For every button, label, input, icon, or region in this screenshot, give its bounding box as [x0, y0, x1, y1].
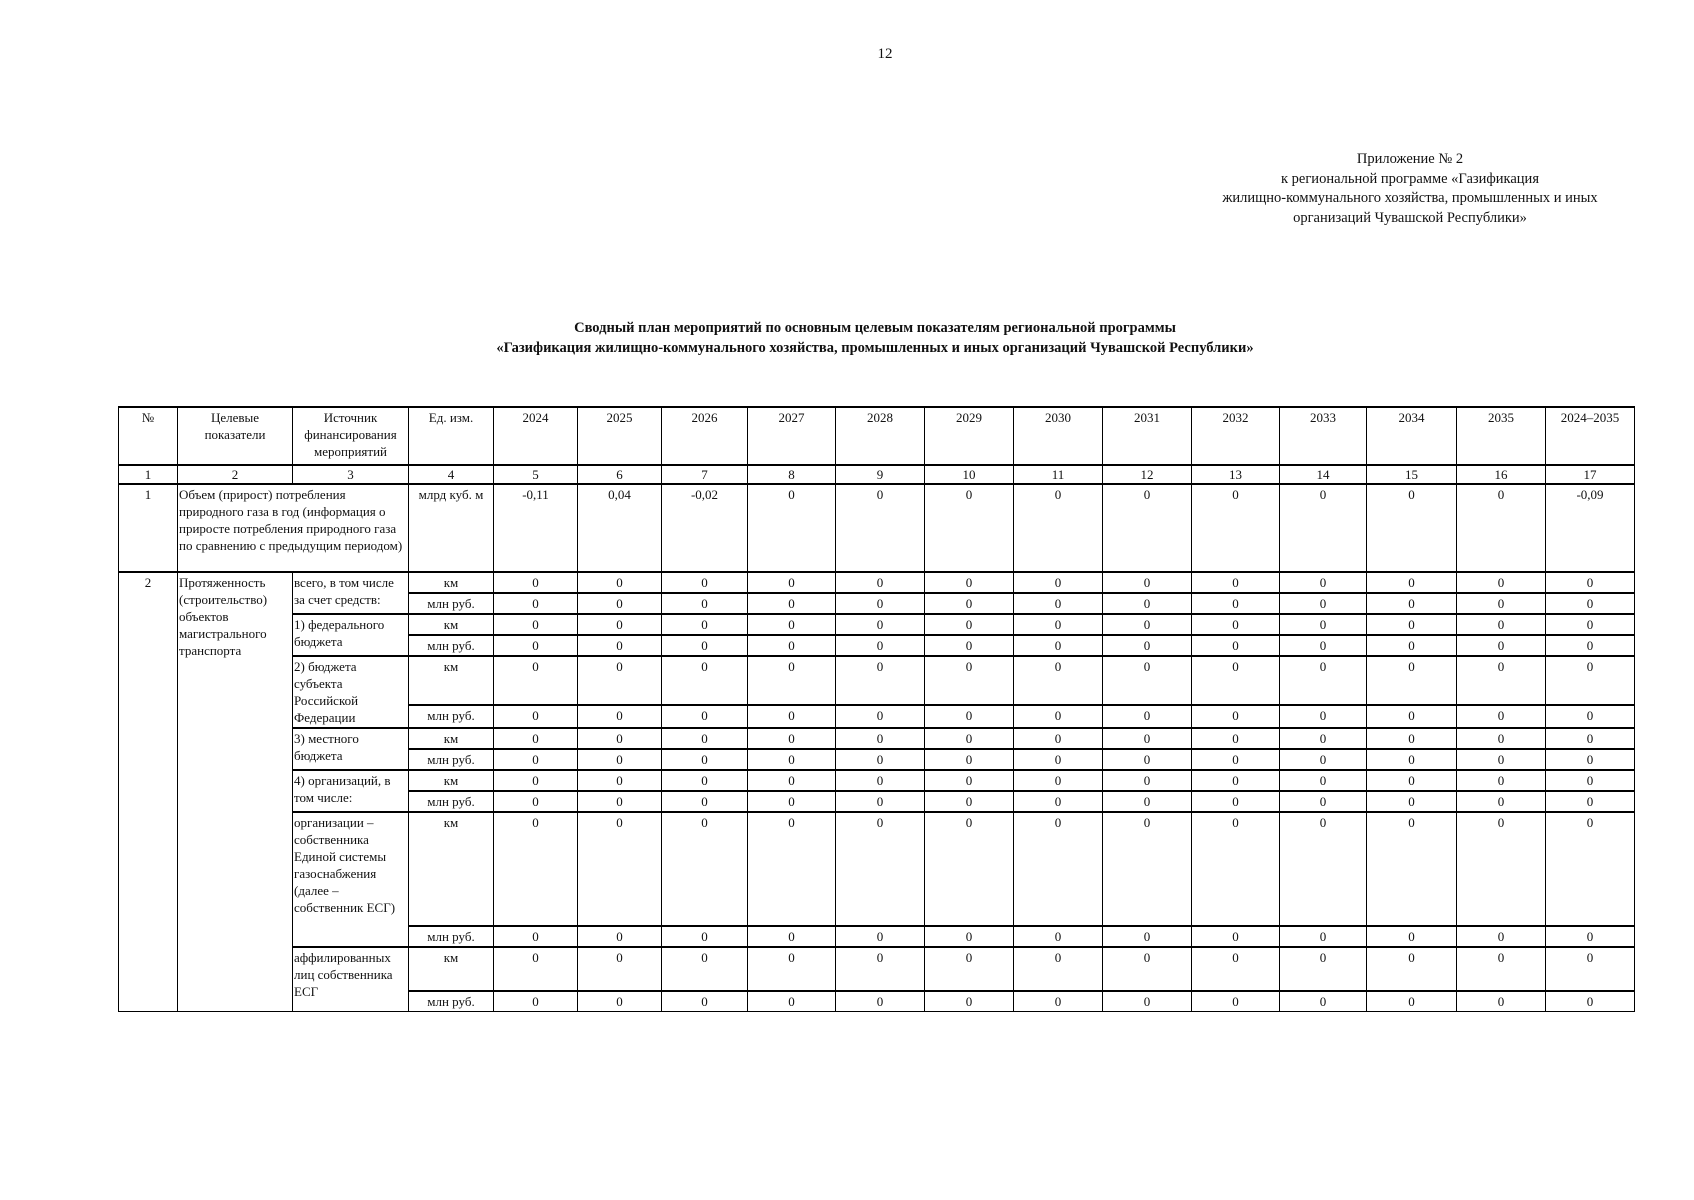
value-cell: 0 [1367, 812, 1457, 926]
value-cell: 0 [1192, 656, 1280, 705]
value-cell: 0 [1014, 812, 1103, 926]
value-cell: 0 [1367, 484, 1457, 572]
value-cell: 0 [1546, 614, 1635, 635]
header-cell: 2026 [662, 407, 748, 465]
column-number-cell: 2 [178, 465, 293, 484]
value-cell: 0 [925, 926, 1014, 947]
value-cell: 0 [748, 614, 836, 635]
value-cell: 0 [662, 770, 748, 791]
value-cell: 0 [662, 614, 748, 635]
unit-cell: км [409, 812, 494, 926]
header-cell: 2029 [925, 407, 1014, 465]
value-cell: 0 [578, 791, 662, 812]
value-cell: 0 [1014, 635, 1103, 656]
value-cell: 0 [1546, 791, 1635, 812]
unit-cell: млн руб. [409, 593, 494, 614]
value-cell: 0 [1014, 614, 1103, 635]
column-number-cell: 14 [1280, 465, 1367, 484]
value-cell: 0 [1103, 728, 1192, 749]
value-cell: 0 [1280, 635, 1367, 656]
value-cell: 0 [1014, 947, 1103, 991]
value-cell: 0 [494, 572, 578, 593]
value-cell: 0 [1014, 926, 1103, 947]
value-cell: 0 [748, 705, 836, 728]
value-cell: 0 [748, 791, 836, 812]
funding-source-cell: аффилированных лиц собственника ЕСГ [293, 947, 409, 1012]
value-cell: 0 [1367, 656, 1457, 705]
value-cell: 0 [494, 812, 578, 926]
value-cell: 0 [578, 572, 662, 593]
value-cell: 0 [836, 705, 925, 728]
value-cell: 0 [1457, 484, 1546, 572]
value-cell: 0 [748, 635, 836, 656]
unit-cell: км [409, 728, 494, 749]
header-cell: Ед. изм. [409, 407, 494, 465]
value-cell: 0 [578, 770, 662, 791]
unit-cell: млн руб. [409, 635, 494, 656]
value-cell: 0 [1014, 991, 1103, 1012]
value-cell: 0 [494, 770, 578, 791]
value-cell: 0 [1457, 812, 1546, 926]
unit-cell: млрд куб. м [409, 484, 494, 572]
value-cell: 0 [1103, 635, 1192, 656]
funding-source-cell: 4) организаций, в том числе: [293, 770, 409, 812]
value-cell: 0 [1457, 749, 1546, 770]
value-cell: 0 [1103, 926, 1192, 947]
value-cell: 0 [925, 749, 1014, 770]
funding-source-cell: организации – собственника Единой системы газоснабжения (далее – собственник ЕСГ) [293, 812, 409, 947]
value-cell: 0 [578, 749, 662, 770]
value-cell: 0 [1014, 791, 1103, 812]
value-cell: 0 [1280, 926, 1367, 947]
value-cell: 0 [1014, 749, 1103, 770]
column-number-cell: 3 [293, 465, 409, 484]
value-cell: 0 [748, 991, 836, 1012]
value-cell: 0 [1546, 991, 1635, 1012]
appendix-line: к региональной программе «Газификация [1281, 170, 1539, 187]
unit-cell: км [409, 614, 494, 635]
value-cell: 0 [925, 656, 1014, 705]
value-cell: 0 [836, 572, 925, 593]
unit-cell: млн руб. [409, 749, 494, 770]
appendix-line: организаций Чувашской Республики» [1293, 209, 1527, 226]
page-number: 12 [877, 46, 893, 62]
value-cell: 0 [1367, 926, 1457, 947]
value-cell: 0 [1192, 728, 1280, 749]
unit-cell: млн руб. [409, 991, 494, 1012]
value-cell: 0 [1014, 656, 1103, 705]
value-cell: 0 [1367, 572, 1457, 593]
value-cell: 0 [925, 614, 1014, 635]
header-cell: 2025 [578, 407, 662, 465]
value-cell: 0 [1192, 593, 1280, 614]
value-cell: 0 [1280, 749, 1367, 770]
value-cell: 0 [1280, 812, 1367, 926]
value-cell: 0 [836, 614, 925, 635]
value-cell: 0 [1367, 991, 1457, 1012]
value-cell: 0 [494, 791, 578, 812]
column-number-cell: 9 [836, 465, 925, 484]
column-number-cell: 8 [748, 465, 836, 484]
header-cell: 2024 [494, 407, 578, 465]
value-cell: 0 [1014, 572, 1103, 593]
value-cell: 0 [1457, 614, 1546, 635]
value-cell: 0 [1280, 593, 1367, 614]
value-cell: 0 [578, 593, 662, 614]
row-number: 2 [119, 572, 178, 1012]
unit-cell: км [409, 656, 494, 705]
value-cell: 0 [925, 572, 1014, 593]
value-cell: 0 [1192, 991, 1280, 1012]
value-cell: 0 [1457, 705, 1546, 728]
column-number-cell: 12 [1103, 465, 1192, 484]
value-cell: 0 [1367, 791, 1457, 812]
value-cell: 0 [1457, 593, 1546, 614]
value-cell: 0 [748, 770, 836, 791]
appendix-note [1200, 150, 1620, 228]
row-number: 1 [119, 484, 178, 572]
value-cell: 0 [494, 728, 578, 749]
value-cell: 0 [1367, 947, 1457, 991]
unit-cell: км [409, 947, 494, 991]
value-cell: 0 [494, 614, 578, 635]
value-cell: 0 [1280, 484, 1367, 572]
header-cell: 2027 [748, 407, 836, 465]
value-cell: 0 [1103, 947, 1192, 991]
value-cell: 0 [1103, 593, 1192, 614]
value-cell: 0 [748, 593, 836, 614]
value-cell: 0 [662, 926, 748, 947]
funding-source-cell: всего, в том числе за счет средств: [293, 572, 409, 614]
value-cell: 0 [925, 791, 1014, 812]
unit-cell: км [409, 770, 494, 791]
value-cell: 0 [1546, 635, 1635, 656]
value-cell: 0 [1546, 728, 1635, 749]
value-cell: 0 [1192, 749, 1280, 770]
value-cell: 0 [836, 635, 925, 656]
unit-cell: млн руб. [409, 791, 494, 812]
value-cell: 0 [494, 749, 578, 770]
funding-source-cell: 3) местного бюджета [293, 728, 409, 770]
value-cell: 0 [1103, 791, 1192, 812]
appendix-line: жилищно-коммунального хозяйства, промышленных и иных [1222, 190, 1598, 206]
table-row [119, 484, 1635, 572]
value-cell: 0 [662, 635, 748, 656]
value-cell: 0 [748, 926, 836, 947]
value-cell: 0 [578, 635, 662, 656]
value-cell: 0 [836, 593, 925, 614]
value-cell: 0 [1280, 656, 1367, 705]
value-cell: 0 [1192, 614, 1280, 635]
value-cell: 0 [662, 656, 748, 705]
value-cell: 0 [1367, 749, 1457, 770]
summary-plan-table [118, 406, 1635, 1012]
value-cell: 0 [748, 749, 836, 770]
header-cell: Источник финансирования мероприятий [293, 407, 409, 465]
value-cell: 0 [1280, 791, 1367, 812]
column-number-cell: 6 [578, 465, 662, 484]
value-cell: 0 [1192, 770, 1280, 791]
header-cell: 2030 [1014, 407, 1103, 465]
value-cell: 0 [1280, 728, 1367, 749]
unit-cell: млн руб. [409, 926, 494, 947]
value-cell: 0 [1103, 812, 1192, 926]
value-cell: 0 [1457, 572, 1546, 593]
value-cell: 0 [494, 593, 578, 614]
value-cell: 0 [1014, 593, 1103, 614]
value-cell: 0 [925, 991, 1014, 1012]
document-title [300, 318, 1450, 358]
value-cell: 0 [748, 656, 836, 705]
value-cell: 0 [1367, 614, 1457, 635]
value-cell: -0,11 [494, 484, 578, 572]
value-cell: 0 [1457, 926, 1546, 947]
header-cell: № [119, 407, 178, 465]
header-cell: 2024–2035 [1546, 407, 1635, 465]
table-row [119, 614, 1635, 635]
value-cell: 0 [925, 812, 1014, 926]
title-line: Сводный план мероприятий по основным целевым показателям региональной программы [574, 320, 1176, 336]
value-cell: 0 [1192, 791, 1280, 812]
value-cell: 0 [836, 749, 925, 770]
value-cell: 0 [1103, 705, 1192, 728]
value-cell: 0 [1457, 728, 1546, 749]
value-cell: 0 [494, 947, 578, 991]
value-cell: 0 [1192, 926, 1280, 947]
value-cell: 0 [578, 812, 662, 926]
value-cell: 0 [836, 484, 925, 572]
value-cell: 0 [578, 728, 662, 749]
value-cell: 0 [836, 812, 925, 926]
value-cell: 0 [1103, 656, 1192, 705]
table-body [119, 465, 1635, 1012]
value-cell: 0 [1192, 947, 1280, 991]
header-cell: 2028 [836, 407, 925, 465]
unit-cell: км [409, 572, 494, 593]
value-cell: 0 [836, 728, 925, 749]
value-cell: 0 [836, 947, 925, 991]
value-cell: -0,02 [662, 484, 748, 572]
unit-cell: млн руб. [409, 705, 494, 728]
table-row [119, 656, 1635, 705]
table-row [119, 947, 1635, 991]
value-cell: 0 [1014, 484, 1103, 572]
header-cell: 2034 [1367, 407, 1457, 465]
value-cell: 0 [836, 656, 925, 705]
column-number-cell: 16 [1457, 465, 1546, 484]
value-cell: 0 [578, 656, 662, 705]
value-cell: 0 [1457, 635, 1546, 656]
column-number-cell: 1 [119, 465, 178, 484]
value-cell: 0 [494, 926, 578, 947]
value-cell: 0 [494, 705, 578, 728]
column-number-cell: 5 [494, 465, 578, 484]
value-cell: 0 [1192, 812, 1280, 926]
value-cell: 0 [1457, 791, 1546, 812]
value-cell: 0 [578, 926, 662, 947]
value-cell: 0 [1457, 770, 1546, 791]
value-cell: 0 [748, 947, 836, 991]
value-cell: 0 [578, 991, 662, 1012]
header-row [119, 407, 1635, 465]
value-cell: 0 [578, 705, 662, 728]
value-cell: 0 [836, 770, 925, 791]
value-cell: 0 [1457, 656, 1546, 705]
value-cell: 0 [1192, 572, 1280, 593]
value-cell: 0 [1280, 991, 1367, 1012]
value-cell: 0 [1546, 593, 1635, 614]
value-cell: 0 [662, 728, 748, 749]
table-row [119, 812, 1635, 926]
value-cell: 0 [836, 991, 925, 1012]
value-cell: 0 [1367, 593, 1457, 614]
value-cell: 0 [1014, 770, 1103, 791]
column-number-cell: 13 [1192, 465, 1280, 484]
value-cell: 0 [662, 705, 748, 728]
value-cell: 0 [1280, 572, 1367, 593]
column-number-row [119, 465, 1635, 484]
value-cell: 0 [1280, 614, 1367, 635]
funding-source-cell: 2) бюджета субъекта Российской Федерации [293, 656, 409, 728]
value-cell: 0 [1546, 749, 1635, 770]
indicator-cell: Протяженность (строительство) объектов магистрального транспорта [178, 572, 293, 1012]
value-cell: 0 [1367, 728, 1457, 749]
value-cell: 0 [925, 705, 1014, 728]
value-cell: -0,09 [1546, 484, 1635, 572]
header-cell: Целевые показатели [178, 407, 293, 465]
value-cell: 0 [1103, 614, 1192, 635]
value-cell: 0 [1103, 572, 1192, 593]
value-cell: 0 [662, 947, 748, 991]
value-cell: 0 [1457, 947, 1546, 991]
column-number-cell: 4 [409, 465, 494, 484]
table-row [119, 572, 1635, 593]
appendix-line: Приложение № 2 [1356, 151, 1464, 167]
header-cell: 2035 [1457, 407, 1546, 465]
column-number-cell: 15 [1367, 465, 1457, 484]
value-cell: 0 [1192, 635, 1280, 656]
value-cell: 0 [1103, 991, 1192, 1012]
value-cell: 0 [925, 728, 1014, 749]
value-cell: 0 [662, 749, 748, 770]
value-cell: 0 [662, 991, 748, 1012]
value-cell: 0,04 [578, 484, 662, 572]
value-cell: 0 [925, 947, 1014, 991]
column-number-cell: 10 [925, 465, 1014, 484]
value-cell: 0 [925, 593, 1014, 614]
value-cell: 0 [662, 791, 748, 812]
value-cell: 0 [662, 593, 748, 614]
table-row [119, 770, 1635, 791]
value-cell: 0 [1014, 728, 1103, 749]
value-cell: 0 [578, 947, 662, 991]
value-cell: 0 [1280, 770, 1367, 791]
value-cell: 0 [925, 484, 1014, 572]
value-cell: 0 [578, 614, 662, 635]
value-cell: 0 [1546, 926, 1635, 947]
value-cell: 0 [1014, 705, 1103, 728]
header-cell: 2033 [1280, 407, 1367, 465]
value-cell: 0 [494, 635, 578, 656]
indicator-cell: Объем (прирост) потребления природного газа в год (информация о приросте потребления природного газа по сравнению с предыдущим периодом) [178, 484, 409, 572]
column-number-cell: 17 [1546, 465, 1635, 484]
value-cell: 0 [662, 572, 748, 593]
value-cell: 0 [1457, 991, 1546, 1012]
value-cell: 0 [1546, 656, 1635, 705]
value-cell: 0 [836, 791, 925, 812]
value-cell: 0 [1280, 947, 1367, 991]
value-cell: 0 [1546, 770, 1635, 791]
column-number-cell: 7 [662, 465, 748, 484]
value-cell: 0 [494, 656, 578, 705]
value-cell: 0 [748, 572, 836, 593]
column-number-cell: 11 [1014, 465, 1103, 484]
funding-source-cell: 1) федерального бюджета [293, 614, 409, 656]
value-cell: 0 [1367, 635, 1457, 656]
value-cell: 0 [836, 926, 925, 947]
value-cell: 0 [1103, 484, 1192, 572]
value-cell: 0 [748, 812, 836, 926]
value-cell: 0 [1280, 705, 1367, 728]
value-cell: 0 [1546, 705, 1635, 728]
title-line: «Газификация жилищно-коммунального хозяйства, промышленных и иных организаций Чувашской Республики» [496, 340, 1254, 356]
value-cell: 0 [1103, 749, 1192, 770]
value-cell: 0 [1546, 572, 1635, 593]
value-cell: 0 [748, 484, 836, 572]
value-cell: 0 [1192, 484, 1280, 572]
header-cell: 2032 [1192, 407, 1280, 465]
header-cell: 2031 [1103, 407, 1192, 465]
value-cell: 0 [748, 728, 836, 749]
value-cell: 0 [1367, 705, 1457, 728]
value-cell: 0 [1103, 770, 1192, 791]
table-row [119, 728, 1635, 749]
value-cell: 0 [1192, 705, 1280, 728]
value-cell: 0 [1546, 947, 1635, 991]
value-cell: 0 [925, 635, 1014, 656]
value-cell: 0 [1367, 770, 1457, 791]
value-cell: 0 [1546, 812, 1635, 926]
value-cell: 0 [662, 812, 748, 926]
value-cell: 0 [494, 991, 578, 1012]
value-cell: 0 [925, 770, 1014, 791]
